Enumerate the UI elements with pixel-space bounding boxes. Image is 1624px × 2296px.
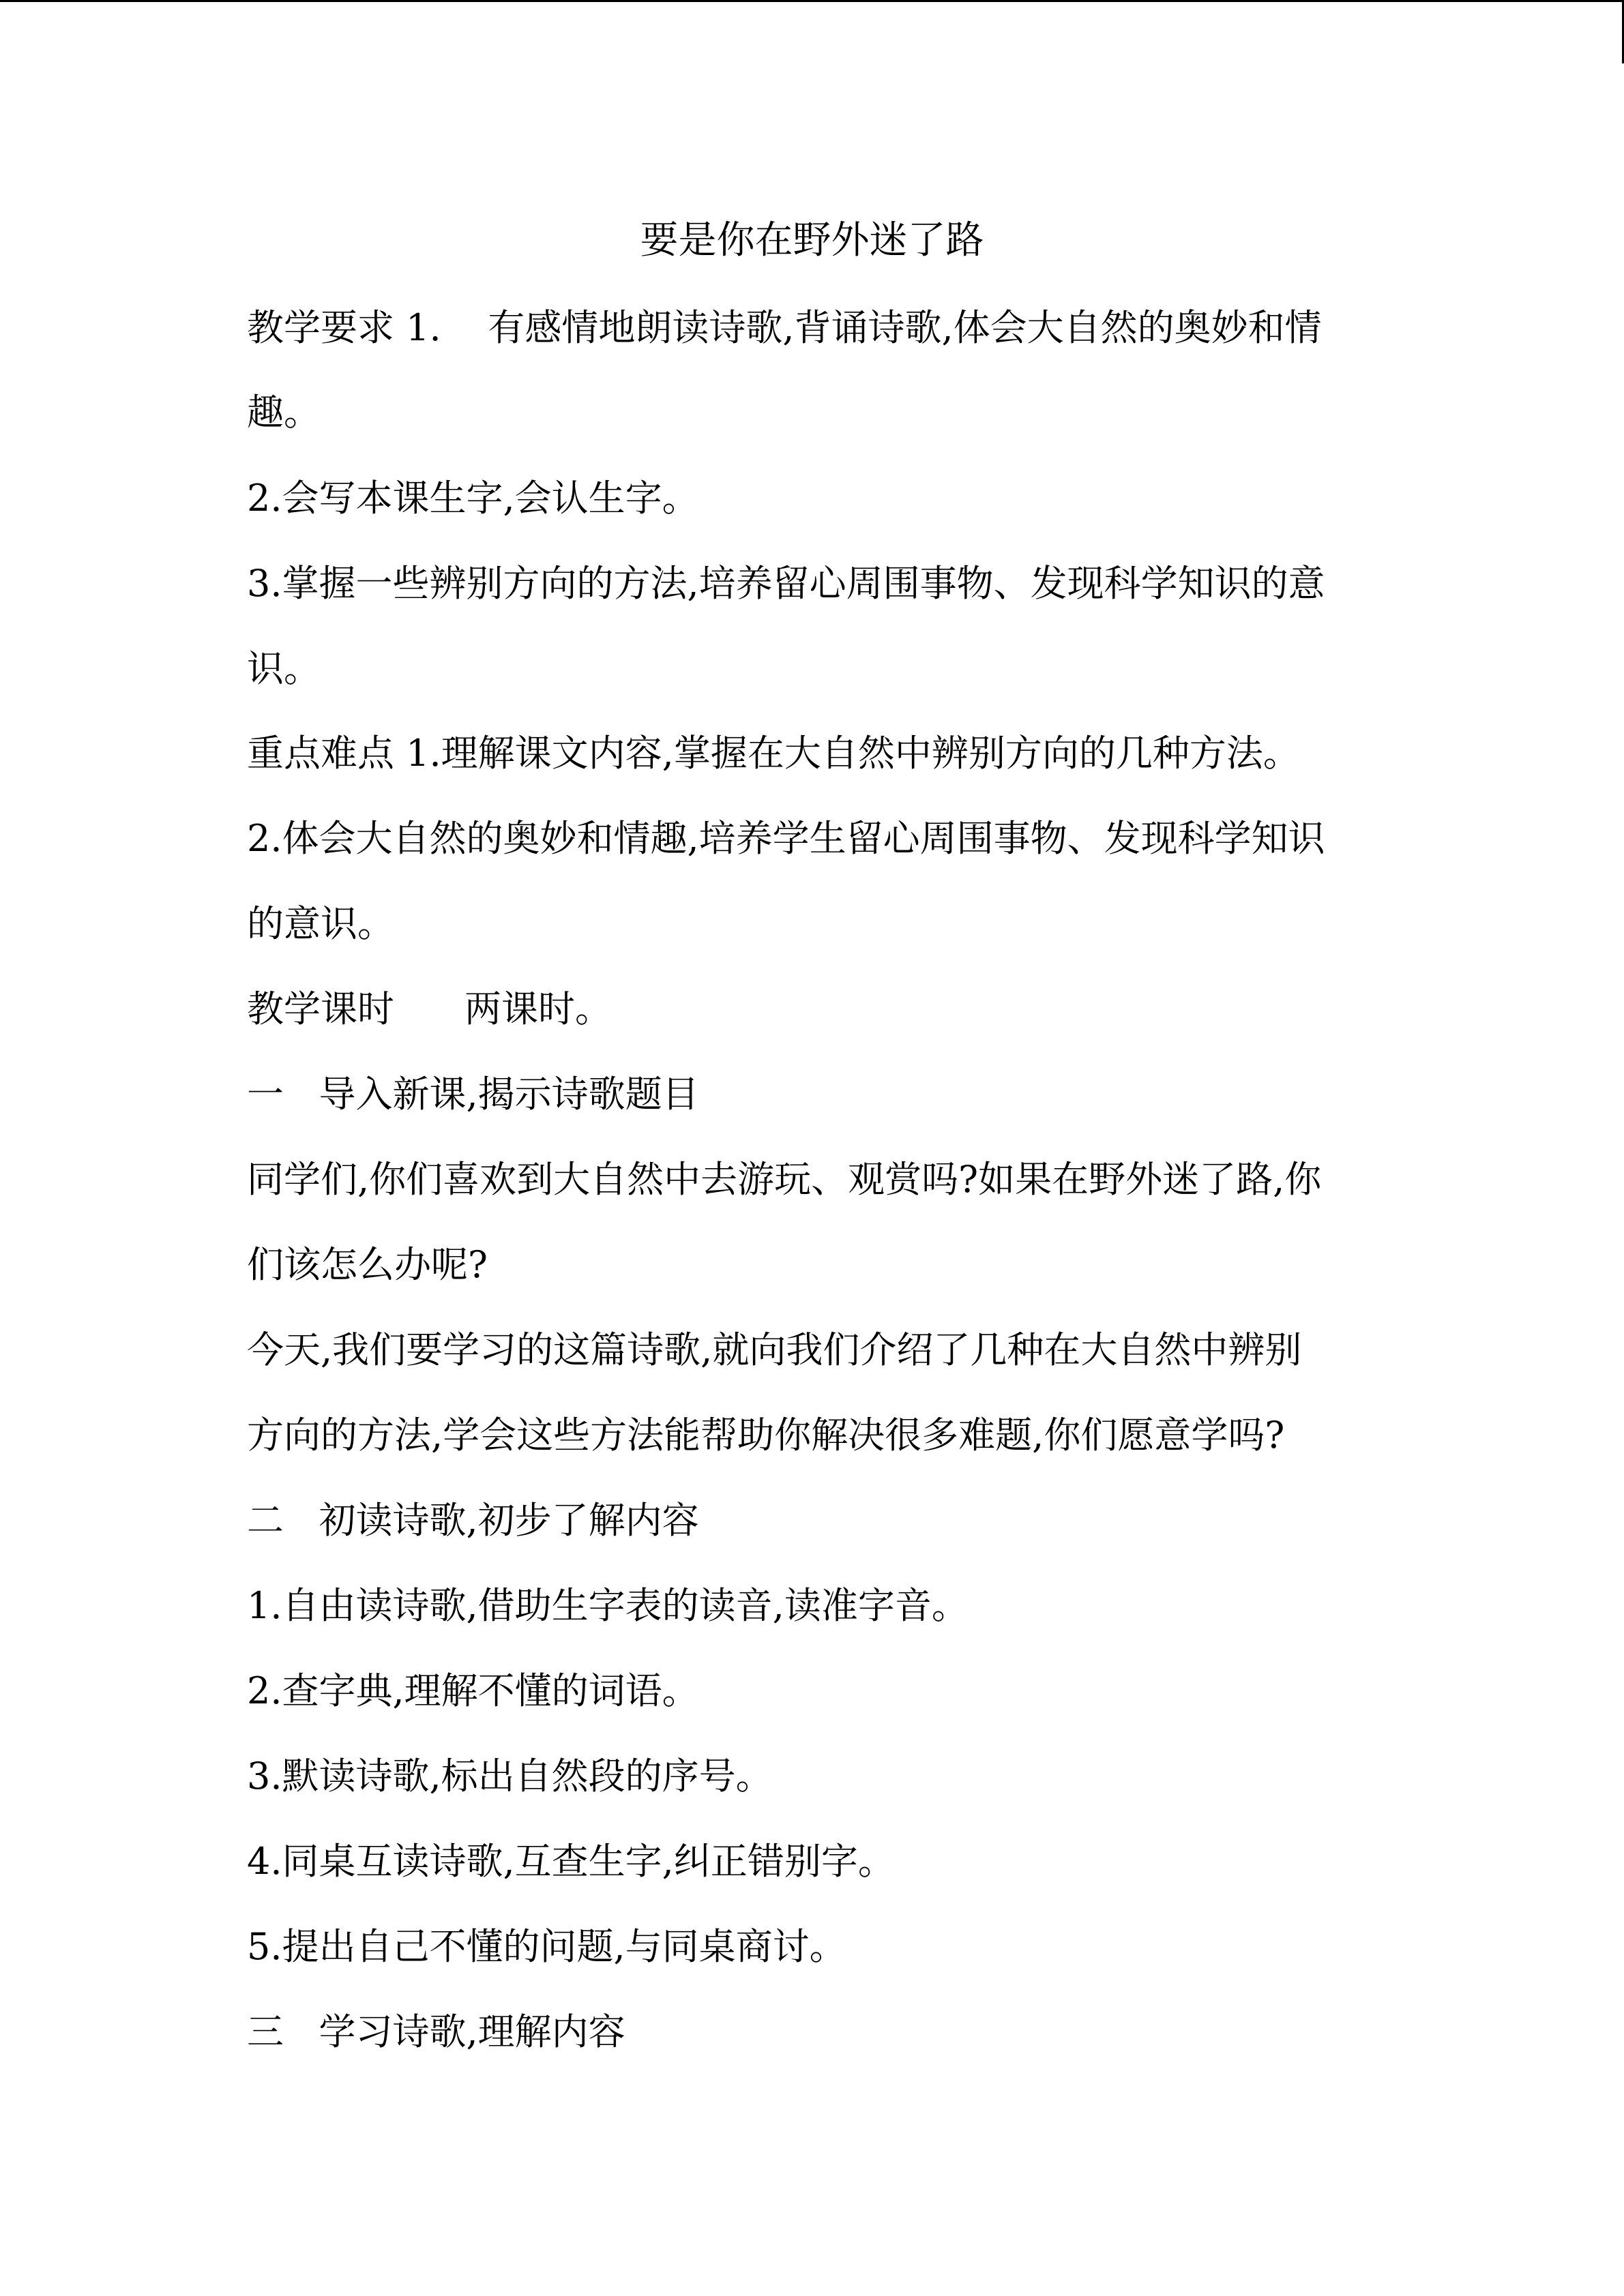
step-4: 4.同桌互读诗歌,互查生字,纠正错别字。 [247, 1840, 895, 1883]
requirement-3: 3.掌握一些辨别方向的方法,培养留心周围事物、发现科学知识的意 [247, 562, 1325, 605]
key-difficulty-2-continuation: 的意识。 [247, 902, 394, 945]
teaching-requirements-continuation: 趣。 [247, 391, 321, 434]
key-difficulties-line: 重点难点 1.理解课文内容,掌握在大自然中辨别方向的几种方法。 [247, 732, 1300, 775]
step-2: 2.查字典,理解不懂的词语。 [247, 1669, 699, 1712]
paragraph-line: 方向的方法,学会这些方法能帮助你解决很多难题,你们愿意学吗? [247, 1414, 1285, 1457]
teaching-hours-line: 教学课时 两课时。 [247, 987, 612, 1030]
requirement-3-continuation: 识。 [247, 647, 321, 690]
paragraph-line: 今天,我们要学习的这篇诗歌,就向我们介绍了几种在大自然中辨别 [247, 1328, 1302, 1371]
teaching-requirements-line: 教学要求 1. 有感情地朗读诗歌,背诵诗歌,体会大自然的奥妙和情 [247, 306, 1322, 349]
requirement-2: 2.会写本课生字,会认生字。 [247, 477, 699, 520]
section-3-heading: 三 学习诗歌,理解内容 [247, 2010, 625, 2053]
section-2-heading: 二 初读诗歌,初步了解内容 [247, 1499, 699, 1542]
step-1: 1.自由读诗歌,借助生字表的读音,读准字音。 [247, 1584, 969, 1627]
section-1-heading: 一 导入新课,揭示诗歌题目 [247, 1073, 699, 1116]
step-3: 3.默读诗歌,标出自然段的序号。 [247, 1755, 773, 1798]
paragraph-line: 们该怎么办呢? [247, 1243, 488, 1286]
document-title: 要是你在野外迷了路 [640, 218, 984, 263]
key-difficulty-2: 2.体会大自然的奥妙和情趣,培养学生留心周围事物、发现科学知识 [247, 817, 1325, 860]
paragraph-line: 同学们,你们喜欢到大自然中去游玩、观赏吗?如果在野外迷了路,你 [247, 1158, 1322, 1201]
step-5: 5.提出自己不懂的问题,与同桌商讨。 [247, 1925, 846, 1968]
